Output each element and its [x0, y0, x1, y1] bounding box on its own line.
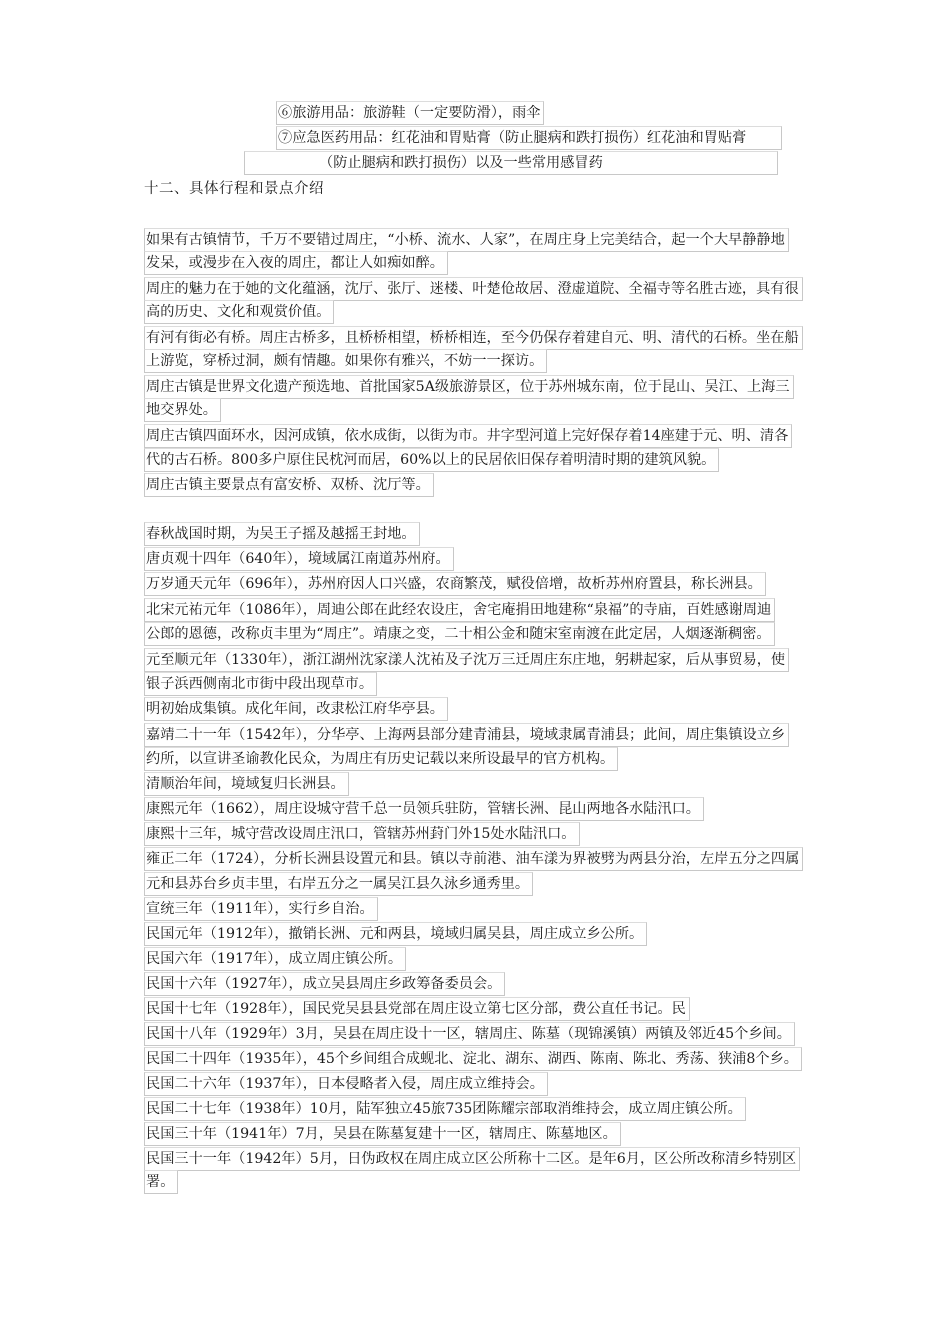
history-line: 清顺治年间，境域复归长洲县。: [144, 772, 349, 796]
history-line: 民国二十四年（1935年），45个乡间组合成蚬北、淀北、湖东、湖西、陈南、陈北、秀荡、狭浦8个乡。: [144, 1047, 802, 1071]
history-line: 民国三十年（1941年）7月，吴县在陈墓复建十一区，辖周庄、陈墓地区。: [144, 1122, 621, 1146]
history-line: 民国十六年（1927年），成立吴县周庄乡政筹备委员会。: [144, 972, 505, 996]
history-line: 银子浜西侧南北市街中段出现草市。: [144, 672, 377, 696]
history-line: 宣统三年（1911年），实行乡自治。: [144, 897, 378, 921]
history-line: 康熙十三年，城守营改设周庄汛口，管辖苏州葑门外15处水陆汛口。: [144, 822, 580, 846]
history-line: 公郎的恩德，改称贞丰里为“周庄”。靖康之变，二十相公金和随宋室南渡在此定居，人烟逐渐稠密。: [144, 622, 775, 646]
section-heading: 十二、具体行程和景点介绍: [144, 181, 324, 197]
history-line: 北宋元祐元年（1086年），周迪公郎在此经农设庄，舍宅庵捐田地建称“泉福”的寺庙，百姓感谢周迪: [144, 598, 775, 622]
history-line: 约所，以宣讲圣谕教化民众，为周庄有历史记载以来所设最早的官方机构。: [144, 747, 618, 771]
history-line: 春秋战国时期，为吴王子摇及越摇王封地。: [144, 522, 420, 546]
history-line: 元至顺元年（1330年），浙江湖州沈家漾人沈祐及子沈万三迁周庄东庄地，躬耕起家，后从事贸易，使: [144, 648, 789, 672]
history-line: 署。: [144, 1170, 178, 1194]
history-line: 民国六年（1917年），成立周庄镇公所。: [144, 947, 406, 971]
intro-line: 高的历史、文化和观赏价值。: [144, 300, 334, 324]
history-line: 雍正二年（1724），分析长洲县设置元和县。镇以寺前港、油车漾为界被劈为两县分治，左岸五分之四属: [144, 847, 803, 871]
packing-item-7-continued: （防止腿病和跌打损伤）以及一些常用感冒药: [244, 151, 778, 175]
intro-line: 上游览，穿桥过洞，颇有情趣。如果你有雅兴，不妨一一探访。: [144, 349, 547, 373]
packing-item-6: ⑥旅游用品：旅游鞋（一定要防滑），雨伞: [276, 101, 544, 125]
intro-line: 周庄古镇四面环水，因河成镇，依水成街，以街为市。井字型河道上完好保存着14座建于元、明、清各: [144, 424, 792, 448]
history-line: 民国三十一年（1942年）5月，日伪政权在周庄成立区公所称十二区。是年6月，区公所改称清乡特别区: [144, 1147, 800, 1171]
history-line: 康熙元年（1662），周庄设城守营千总一员领兵驻防，管辖长洲、昆山两地各水陆汛口。: [144, 797, 704, 821]
history-line: 民国元年（1912年），撤销长洲、元和两县，境域归属吴县，周庄成立乡公所。: [144, 922, 647, 946]
history-line: 民国二十七年（1938年）10月，陆军独立45旅735团陈耀宗部取消维持会，成立周庄镇公所。: [144, 1097, 746, 1121]
intro-line: 代的古石桥。800多户原住民枕河而居，60%以上的民居依旧保存着明清时期的建筑风貌。: [144, 448, 719, 472]
history-line: 嘉靖二十一年（1542年），分华亭、上海两县部分建青浦县，境域隶属青浦县；此间，周庄集镇设立乡: [144, 723, 789, 747]
intro-line: 如果有古镇情节，千万不要错过周庄，“小桥、流水、人家”，在周庄身上完美结合，起一个大早静静地: [144, 228, 789, 252]
history-line: 民国十八年（1929年）3月，吴县在周庄设十一区，辖周庄、陈墓（现锦溪镇）两镇及邻近45个乡间。: [144, 1022, 795, 1046]
history-line: 明初始成集镇。成化年间，改隶松江府华亭县。: [144, 697, 448, 721]
intro-line: 周庄古镇主要景点有富安桥、双桥、沈厅等。: [144, 473, 434, 497]
intro-line: 地交界处。: [144, 398, 221, 422]
history-line: 民国十七年（1928年），国民党吴县县党部在周庄设立第七区分部，费公直任书记。民: [144, 997, 690, 1021]
history-line: 唐贞观十四年（640年），境域属江南道苏州府。: [144, 547, 454, 571]
packing-item-7: ⑦应急医药用品：红花油和胃贴膏（防止腿病和跌打损伤）红花油和胃贴膏: [276, 126, 782, 150]
intro-line: 发呆，或漫步在入夜的周庄，都让人如痴如醉。: [144, 251, 448, 275]
history-line: 民国二十六年（1937年），日本侵略者入侵，周庄成立维持会。: [144, 1072, 548, 1096]
history-line: 元和县苏台乡贞丰里，右岸五分之一属吴江县久泳乡通秀里。: [144, 872, 533, 896]
intro-line: 周庄古镇是世界文化遗产预选地、首批国家5A级旅游景区，位于苏州城东南，位于昆山、吴江、上海三: [144, 375, 794, 399]
history-line: 万岁通天元年（696年），苏州府因人口兴盛，农商繁茂，赋役倍增，故析苏州府置县，称长洲县。: [144, 572, 766, 596]
intro-line: 有河有街必有桥。周庄古桥多，且桥桥相望，桥桥相连，至今仍保存着建自元、明、清代的石桥。坐在船: [144, 326, 803, 350]
intro-line: 周庄的魅力在于她的文化蕴涵，沈厅、张厅、迷楼、叶楚伧故居、澄虚道院、全福寺等名胜古迹，具有很: [144, 277, 803, 301]
